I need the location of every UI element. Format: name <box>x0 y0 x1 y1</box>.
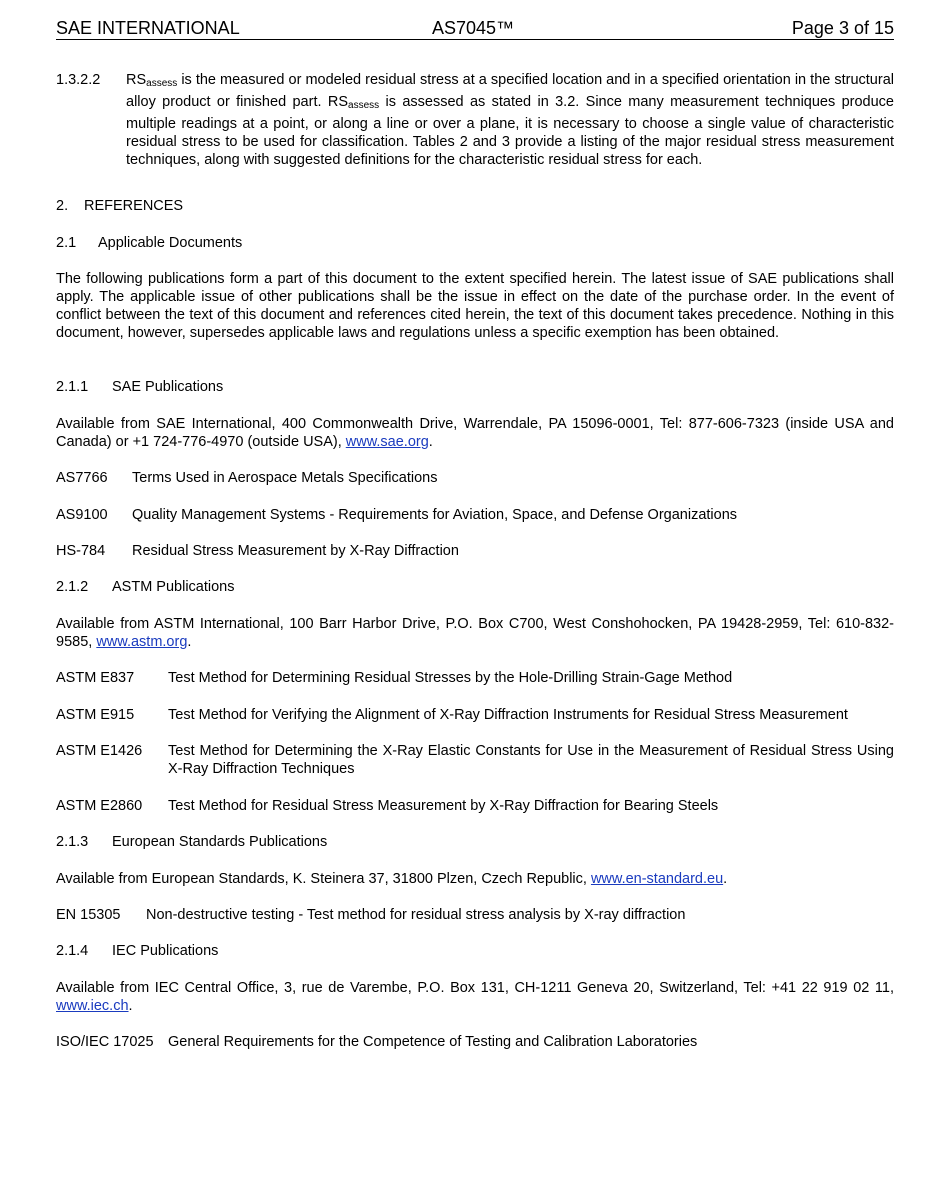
iec-availability: Available from IEC Central Office, 3, rue de Varembe, P.O. Box 131, CH-1211 Geneva 20, Switzerland, Tel: +41 22 919 02 11, www.iec.ch. <box>56 980 894 1014</box>
reference-title: Test Method for Residual Stress Measurement by X-Ray Diffraction for Bearing Steels <box>168 798 719 814</box>
section-heading-european-standards: 2.1.3 European Standards Publications <box>56 834 328 850</box>
section-heading-astm-publications: 2.1.2 ASTM Publications <box>56 579 235 595</box>
iec-website-link[interactable]: www.iec.ch <box>56 998 129 1014</box>
reference-title: Quality Management Systems - Requirements for Aviation, Space, and Defense Organizations <box>132 507 738 523</box>
en-availability: Available from European Standards, K. Steinera 37, 31800 Plzen, Czech Republic, www.en-standard.eu. <box>56 871 728 887</box>
sae-availability: Available from SAE International, 400 Commonwealth Drive, Warrendale, PA 15096-0001, Tel: 877-606-7323 (inside USA and Canada) or +1 724-776-4970 (outside USA), www.sae.org. <box>56 416 894 450</box>
reference-item <box>56 542 894 560</box>
section-heading-references: 2. REFERENCES <box>56 198 184 214</box>
reference-code: AS7766 <box>56 470 108 486</box>
reference-code: ASTM E1426 <box>56 743 143 759</box>
header-doc-number: AS7045™ <box>432 18 515 38</box>
paragraph-number: 1.3.2.2 <box>56 72 101 88</box>
section-heading-applicable-documents: 2.1 Applicable Documents <box>56 235 243 251</box>
reference-code: ASTM E915 <box>56 707 135 723</box>
reference-item <box>56 669 894 687</box>
astm-website-link[interactable]: www.astm.org <box>96 634 188 650</box>
page-header <box>56 17 894 40</box>
reference-title: Terms Used in Aerospace Metals Specifications <box>132 470 438 486</box>
reference-title: Test Method for Verifying the Alignment of X-Ray Diffraction Instruments for Residual Stress Measurement <box>168 707 848 723</box>
reference-code: AS9100 <box>56 507 108 523</box>
en-standard-website-link[interactable]: www.en-standard.eu <box>590 871 724 887</box>
reference-title: Test Method for Determining the X-Ray Elastic Constants for Use in the Measurement of Residual Stress Using X-Ray Diffraction Techniques <box>168 743 894 777</box>
astm-availability: Available from ASTM International, 100 Barr Harbor Drive, P.O. Box C700, West Conshohocken, PA 19428-2959, Tel: 610-832-9585, www.astm.org. <box>56 616 894 650</box>
reference-item <box>56 906 894 924</box>
applicable-documents-body: The following publications form a part of this document to the extent specified herein. The latest issue of SAE publications shall apply. The applicable issue of other publications shall be the issue in effect on the date of the purchase order. In the event of conflict between the text of this document and references cited herein, the text of this document takes precedence. Nothing in this document, however, supersedes applicable laws and regulations unless a specific exemption has been obtained. <box>56 271 894 341</box>
reference-title: Residual Stress Measurement by X-Ray Diffraction <box>132 543 459 559</box>
header-org: SAE INTERNATIONAL <box>56 18 240 38</box>
reference-item <box>56 797 894 815</box>
paragraph-body: $RS_{assess}$ is the measured or modeled residual stress at a specified location and in a specified orientation in the structural alloy product or finished part. $RS_{assess}$ is assessed as stated in 3.2. Since many measurement techniques produce multiple readings at a point, or along a line or over a plane, it is necessary to choose a single value of characteristic residual stress to be used for classification. Tables 2 and 3 provide a listing of the major residual stress measurement techniques, along with suggested definitions for the characteristic residual stress for each. <box>126 72 895 168</box>
reference-code: ASTM E2860 <box>56 798 143 814</box>
reference-title: General Requirements for the Competence of Testing and Calibration Laboratories <box>168 1034 698 1050</box>
section-heading-sae-publications: 2.1.1 SAE Publications <box>56 379 224 395</box>
reference-item <box>56 506 894 524</box>
header-page-number: Page 3 of 15 <box>791 18 894 38</box>
reference-code: ASTM E837 <box>56 670 135 686</box>
reference-code: EN 15305 <box>56 907 121 923</box>
reference-item <box>56 1033 894 1051</box>
reference-code: ISO/IEC 17025 <box>56 1034 154 1050</box>
section-heading-iec-publications: 2.1.4 IEC Publications <box>56 943 219 959</box>
reference-item <box>56 706 894 724</box>
paragraph-1-3-2-2 <box>56 71 894 169</box>
reference-title: Test Method for Determining Residual Stresses by the Hole-Drilling Strain-Gage Method <box>168 670 733 686</box>
reference-code: HS-784 <box>56 543 106 559</box>
reference-title: Non-destructive testing - Test method for residual stress analysis by X-ray diffraction <box>146 907 686 923</box>
reference-item <box>56 742 894 778</box>
sae-website-link[interactable]: www.sae.org <box>345 434 429 450</box>
reference-item <box>56 469 894 487</box>
